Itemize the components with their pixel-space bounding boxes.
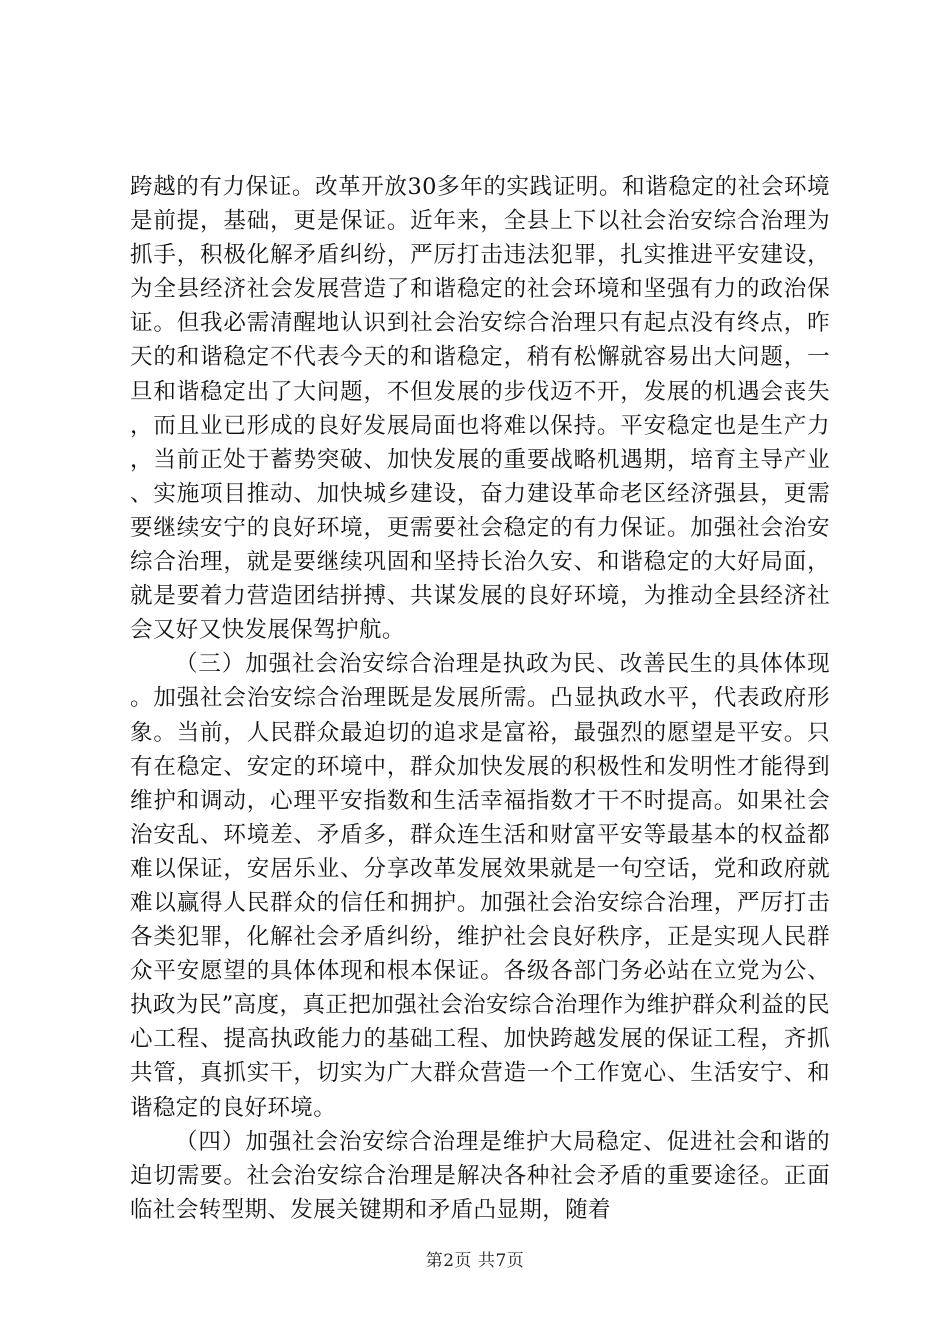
paragraph-continuation: 跨越的有力保证。改革开放30多年的实践证明。和谐稳定的社会环境是前提，基础，更是保证。近年来，全县上下以社会治安综合治理为抓手，积极化解矛盾纠纷，严厉打击违法犯罪，扎实推进平安建设，为全县经济社会发展营造了和谐稳定的社会环境和坚强有力的政治保证。但我必需清醒地认识到社会治安综合治理只有起点没有终点，昨天的和谐稳定不代表今天的和谐稳定，稍有松懈就容易出大问题，一旦和谐稳定出了大问题，不但发展的步伐迈不开，发展的机遇会丧失，而且业已形成的良好发展局面也将难以保持。平安稳定也是生产力，当前正处于蓄势突破、加快发展的重要战略机遇期，培育主导产业、实施项目推动、加快城乡建设，奋力建设革命老区经济强县，更需要继续安宁的良好环境，更需要社会稳定的有力保证。加强社会治安综合治理，就是要继续巩固和坚持长治久安、和谐稳定的大好局面，就是要着力营造团结拼搏、共谋发展的良好环境，为推动全县经济社会又好又快发展保驾护航。	[130, 174, 830, 644]
paragraph-section-4: （四）加强社会治安综合治理是维护大局稳定、促进社会和谐的迫切需要。社会治安综合治理是解决各种社会矛盾的重要途径。正面临社会转型期、发展关键期和矛盾凸显期，随着	[130, 1128, 830, 1223]
page-number-footer: 第2页 共7页	[425, 1251, 525, 1271]
document-body	[130, 170, 830, 1227]
paragraph-section-3: （三）加强社会治安综合治理是执政为民、改善民生的具体体现。加强社会治安综合治理既是发展所需。凸显执政水平，代表政府形象。当前，人民群众最迫切的追求是富裕，最强烈的愿望是平安。只有在稳定、安定的环境中，群众加快发展的积极性和发明性才能得到维护和调动，心理平安指数和生活幸福指数才干不时提高。如果社会治安乱、环境差、矛盾多，群众连生活和财富平安等最基本的权益都难以保证，安居乐业、分享改革发展效果就是一句空话，党和政府就难以赢得人民群众的信任和拥护。加强社会治安综合治理，严厉打击各类犯罪，化解社会矛盾纠纷，维护社会良好秩序，正是实现人民群众平安愿望的具体体现和根本保证。各级各部门务必站在立党为公、执政为民”高度，真正把加强社会治安综合治理作为维护群众利益的民心工程、提高执政能力的基础工程、加快跨越发展的保证工程，齐抓共管，真抓实干，切实为广大群众营造一个工作宽心、生活安宁、和谐稳定的良好环境。	[130, 651, 830, 1121]
